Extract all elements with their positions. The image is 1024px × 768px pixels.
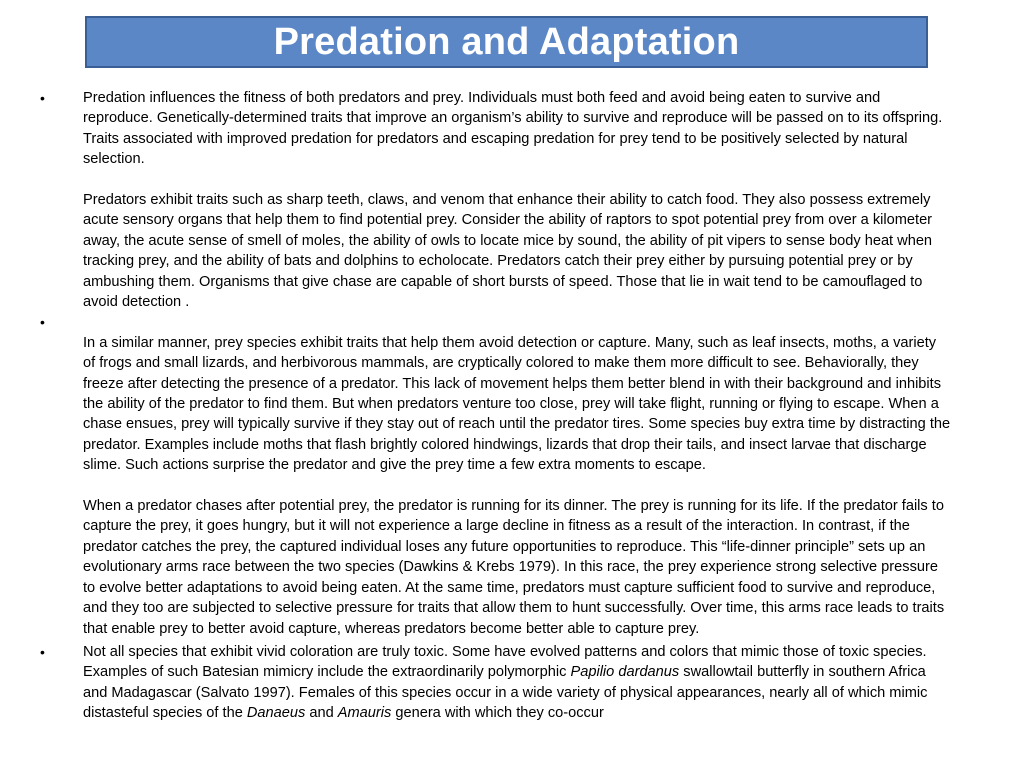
text-segment: swallowtail butterfly in southern Africa and Madagascar (Salvato 1997). Females of this species occur in a wide variety of physical appearances, nearly all of which mimic distasteful species of the [83,664,928,722]
paragraph-predator-traits: Predators exhibit traits such as sharp teeth, claws, and venom that enhance their ability to catch food. They also possess extremely acute sensory organs that help them to find potential prey. Consider the ability of raptors to spot potential prey from over a kilometer away, the acute sense of smell of moles, the ability of owls to locate mice by sound, the ability of pit vipers to sense body heat when tracking prey, and the ability of bats and dolphins to echolocate. Predators catch their prey either by pursuing potential prey or by ambushing them. Organisms that give chase are capable of short bursts of speed. Those that lie in wait tend to be camouflaged to avoid detection . [83,192,933,311]
bullet-icon: • [40,314,45,331]
text-segment: and [305,705,338,722]
bullet-icon: • [40,90,45,106]
slide-body [40,88,952,724]
paragraph-batesian-mimicry [83,642,952,724]
paragraph-prey-traits: In a similar manner, prey species exhibit traits that help them avoid detection or capture. Many, such as leaf insects, moths, a variety of frogs and small lizards, and herbivorous mammals, are cryptically colored to make them more difficult to see. Behaviorally, they freeze after detecting the presence of a predator. This lack of movement helps them better blend in with their background and inhibits the ability of the predator to find them. But when predators venture too close, prey will take flight, running or flying to escape. When a chase ensues, prey will typically survive if they stay out of reach until the predator tires. Some species buy extra time by distracting the predator. Examples include moths that flash brightly colored hindwings, lizards that drop their tails, and insect larvae that discharge slime. Such actions surprise the predator and give the prey time a few extra moments to escape. [83,334,951,474]
text-segment: Not all species that exhibit vivid coloration are truly toxic. Some have evolved patterns and colors that mimic those of toxic species. Examples of such Batesian mimicry include the extraordinarily polymorphic [83,643,927,681]
paragraph-predation-fitness: Predation influences the fitness of both predators and prey. Individuals must both feed and avoid being eaten to survive and reproduce. Genetically-determined traits that improve an organism’s ability to survive and reproduce will be passed on to its offspring. Traits associated with improved predation for predators and escaping predation for prey tend to be positively selected by natural selection. [83,90,943,168]
empty-line [83,312,952,332]
genus-name-danaeus: Danaeus [246,705,306,722]
text-segment: genera with which they co-occur [391,705,604,722]
paragraph-gap [83,476,952,496]
bullet-text-2 [83,312,952,638]
bullet-item-1 [40,88,952,312]
bullet-text-3 [83,642,952,724]
paragraph-life-dinner: When a predator chases after potential prey, the predator is running for its dinner. The prey is running for its life. If the predator fails to capture the prey, it goes hungry, but it will not experience a large decline in fitness as a result of the interaction. In contrast, if the predator catches the prey, the captured individual loses any future opportunities to reproduce. This “life-dinner principle” sets up an evolutionary arms race between the two species (Dawkins & Krebs 1979). In this race, the prey experience strong selective pressure to evolve better adaptations to avoid being eaten. At the same time, predators must capture sufficient food to survive and reproduce, and they too are subjected to selective pressure for traits that allow them to hunt successfully. Over time, this arms race leads to traits that enable prey to better avoid capture, whereas predators become better able to capture prey. [83,498,945,637]
genus-name-amauris: Amauris [337,705,392,722]
bullet-icon: • [40,643,45,660]
bullet-text-1 [83,88,952,312]
slide-title-box [85,16,928,68]
paragraph-gap [83,170,952,190]
slide-title: Predation and Adaptation [273,20,740,63]
bullet-item-2 [40,312,952,638]
bullet-item-3 [40,642,952,724]
species-name-papilio: Papilio dardanus [570,664,680,681]
